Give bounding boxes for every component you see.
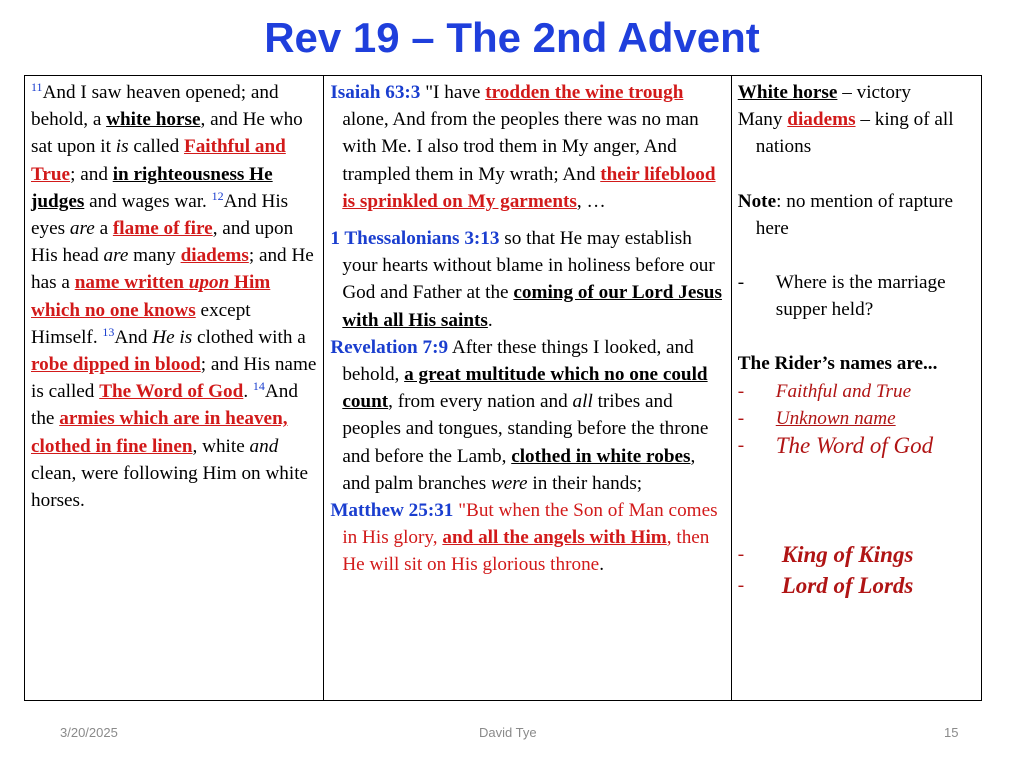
name-item bbox=[738, 539, 975, 570]
text-run: , … bbox=[576, 190, 606, 212]
text-run: "I have bbox=[420, 82, 486, 103]
bullet-dash: - bbox=[737, 435, 745, 457]
italic-word: all bbox=[572, 391, 593, 413]
content-table bbox=[24, 75, 982, 701]
text-run: And His eyes bbox=[31, 190, 289, 240]
text-run: , then He will sit on His glorious throne bbox=[342, 527, 710, 576]
highlight-upon: upon bbox=[188, 272, 230, 294]
bullet-dash: - bbox=[737, 544, 745, 566]
highlight-white-horse: white horse bbox=[106, 109, 201, 131]
text-run: : no mention of rapture here bbox=[755, 190, 953, 239]
name-item bbox=[738, 405, 975, 432]
text-run: . bbox=[599, 554, 604, 576]
text-run: alone, And from the peoples there was no man with Me. I also trod them in My anger, And trampled them in My wrath; And bbox=[342, 109, 699, 185]
text-run: . bbox=[487, 309, 493, 331]
highlight-white-horse: White horse bbox=[737, 82, 838, 103]
highlight-armies: armies which are in heaven, clothed in fine linen bbox=[31, 408, 288, 457]
verse-number: 11 bbox=[31, 80, 43, 94]
verse-number: 13 bbox=[102, 324, 115, 339]
highlight-lifeblood: their lifeblood is sprinkled on My garments bbox=[342, 163, 716, 212]
text-run: in their hands; bbox=[527, 472, 643, 494]
spacer bbox=[738, 459, 975, 539]
bullet-dash: - bbox=[737, 380, 745, 402]
text-run: , from every nation and bbox=[388, 391, 573, 413]
riders-names-heading: The Rider’s names are... bbox=[737, 353, 938, 375]
text-run: , and upon His head bbox=[31, 218, 294, 267]
italic-word: are bbox=[103, 245, 129, 267]
bullet-dash: - bbox=[737, 407, 745, 429]
text-run: . bbox=[243, 381, 253, 403]
notes-cell bbox=[731, 76, 981, 701]
cross-references-cell bbox=[324, 76, 731, 701]
spacer bbox=[330, 215, 724, 225]
footer-author: David Tye bbox=[479, 725, 537, 740]
highlight-word-of-god: The Word of God bbox=[99, 381, 244, 403]
highlight-angels: and all the angels with Him bbox=[442, 527, 667, 549]
name-lord-of-lords: Lord of Lords bbox=[781, 573, 914, 599]
text-run: And bbox=[114, 326, 153, 348]
note-label: Note bbox=[737, 190, 777, 212]
spacer bbox=[738, 161, 975, 188]
verse-number: 14 bbox=[252, 379, 265, 394]
highlight-trodden: trodden the wine trough bbox=[485, 82, 684, 103]
spacer bbox=[738, 323, 975, 350]
highlight-name-written: name written bbox=[74, 272, 189, 294]
name-faithful-true: Faithful and True bbox=[775, 380, 912, 402]
highlight-no-one-knows: Him which no one knows bbox=[31, 272, 271, 321]
highlight-diadems: diadems bbox=[180, 245, 249, 267]
text-run: , white bbox=[192, 435, 250, 457]
note-white-horse bbox=[738, 79, 975, 106]
footer-date: 3/20/2025 bbox=[60, 725, 118, 740]
question-marriage-supper bbox=[738, 269, 975, 323]
highlight-righteousness: in righteousness He judges bbox=[31, 163, 273, 212]
name-unknown: Unknown name bbox=[775, 407, 896, 429]
text-run: ; and He has a bbox=[31, 245, 314, 294]
highlight-coming: coming of our Lord Jesus with all His saints bbox=[342, 282, 722, 331]
verse-number: 12 bbox=[211, 188, 224, 203]
text-run: After these things I looked, and behold, bbox=[342, 336, 694, 386]
text-run: ; and bbox=[70, 163, 113, 185]
text-run: , and palm branches bbox=[342, 445, 696, 494]
name-item bbox=[738, 378, 975, 405]
isaiah-paragraph bbox=[330, 79, 724, 215]
note-rapture bbox=[738, 188, 975, 242]
text-run: many bbox=[128, 245, 181, 267]
name-item bbox=[738, 432, 975, 459]
bullet-dash: - bbox=[737, 272, 745, 294]
italic-word: is bbox=[115, 136, 129, 158]
text-run: except Himself. bbox=[31, 299, 251, 348]
italic-word: and bbox=[249, 435, 279, 457]
slide-title: Rev 19 – The 2nd Advent bbox=[264, 14, 760, 61]
note-diadems bbox=[738, 106, 975, 160]
reference-revelation: Revelation 7:9 bbox=[330, 336, 449, 358]
highlight-flame: flame of fire bbox=[112, 218, 213, 240]
text-run: clean, were following Him on white horses. bbox=[31, 462, 309, 512]
text-run: Many bbox=[737, 109, 788, 131]
text-run: clothed with a bbox=[192, 326, 306, 348]
highlight-diadems: diadems bbox=[787, 109, 856, 131]
text-run: so that He may establish your hearts without blame in holiness before our God and Father at the bbox=[342, 228, 715, 304]
highlight-white-robes: clothed in white robes bbox=[511, 445, 691, 467]
text-run: "But when the Son of Man comes in His glory, bbox=[342, 500, 718, 549]
revelation-text-cell bbox=[25, 76, 324, 701]
footer-page-number: 15 bbox=[944, 725, 959, 740]
thessalonians-paragraph bbox=[330, 225, 724, 334]
reference-thessalonians: 1 Thessalonians 3:13 bbox=[330, 228, 500, 250]
text-run: – king of all nations bbox=[755, 109, 954, 158]
highlight-multitude: a great multitude which no one could count bbox=[342, 364, 708, 413]
highlight-robe: robe dipped in blood bbox=[31, 354, 201, 376]
bullet-dash: - bbox=[737, 575, 745, 597]
reference-matthew: Matthew 25:31 bbox=[330, 500, 454, 522]
italic-word: were bbox=[490, 472, 528, 494]
name-king-of-kings: King of Kings bbox=[781, 542, 914, 568]
matthew-paragraph bbox=[330, 497, 724, 579]
text-run: And the bbox=[31, 381, 298, 430]
name-item bbox=[738, 570, 975, 601]
name-word-of-god: The Word of God bbox=[775, 433, 934, 459]
italic-word: He is bbox=[152, 326, 193, 348]
text-run: called bbox=[128, 136, 184, 158]
text-run: ; and His name is called bbox=[31, 354, 317, 403]
reference-isaiah: Isaiah 63:3 bbox=[330, 82, 421, 103]
text-run: – victory bbox=[837, 82, 911, 103]
revelation-paragraph bbox=[330, 334, 724, 497]
text-run: and wages war. bbox=[84, 190, 212, 212]
text-run: , and He who sat upon it bbox=[31, 109, 303, 158]
text-run: tribes and peoples and tongues, standing before the throne and before the Lamb, bbox=[342, 391, 709, 467]
text-run: And I saw heaven opened; and behold, a bbox=[31, 82, 279, 131]
spacer bbox=[738, 242, 975, 269]
question-text: Where is the marriage supper held? bbox=[775, 272, 946, 321]
text-run: a bbox=[94, 218, 113, 240]
italic-word: are bbox=[69, 218, 95, 240]
highlight-faithful-true: Faithful and True bbox=[31, 136, 286, 185]
